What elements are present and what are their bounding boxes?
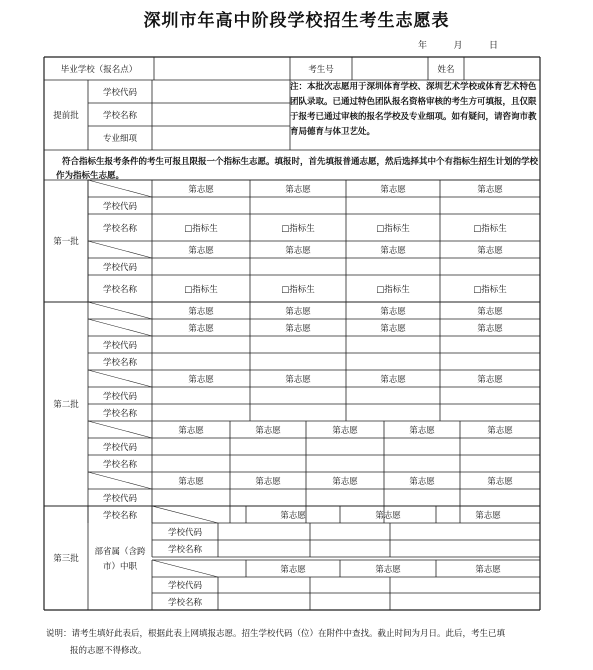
school-name-label: 学校名称 [102, 510, 137, 521]
school-label: 毕业学校（报名点） [60, 64, 138, 75]
footer-note [46, 626, 546, 660]
choice-header: 第志愿 [255, 476, 281, 487]
grid-line [88, 319, 152, 336]
batch2-label: 第二批 [53, 400, 79, 410]
school-code-label: 学校代码 [102, 391, 137, 402]
choice-header: 第志愿 [477, 323, 503, 334]
school-code-label: 学校代码 [167, 581, 202, 591]
choice-header: 第志愿 [380, 245, 406, 256]
date-month: 月 [453, 41, 463, 51]
choice-header: 第志愿 [477, 374, 503, 385]
grid-line [88, 302, 152, 319]
early-note: 注：本批次志愿用于深圳体育学校、深圳艺术学校或体育艺术特色团队录取。已通过特色团队报名资格审核的考生方可填报，且仅限于报考已通过审核的报名学校及专业细项。如有疑问，请咨询市教育局德育与体卫艺处。 [290, 82, 537, 137]
early-major-label: 专业细项 [102, 134, 137, 144]
choice-header: 第志愿 [409, 476, 435, 487]
batch1-label: 第一批 [53, 237, 79, 247]
page-title: 深圳市年高中阶段学校招生考生志愿表 [143, 11, 450, 31]
choice-header: 第志愿 [285, 245, 311, 256]
quota-checkbox: □指标生 [473, 284, 507, 295]
grid-line [88, 472, 152, 489]
exam-no-label: 考生号 [308, 64, 334, 75]
school-name-label: 学校名称 [167, 544, 202, 555]
quota-checkbox: □指标生 [184, 223, 218, 234]
quota-checkbox: □指标生 [281, 284, 315, 295]
name-label: 姓名 [437, 64, 455, 75]
school-name-label: 学校名称 [102, 459, 137, 470]
grid-line [88, 241, 152, 258]
quota-checkbox: □指标生 [184, 284, 218, 295]
early-code-label: 学校代码 [102, 87, 137, 98]
choice-header: 第志愿 [475, 564, 501, 575]
grid-line [152, 506, 218, 523]
quota-checkbox: □指标生 [376, 284, 410, 295]
date-year: 年 [418, 41, 428, 51]
batch3-label: 第三批 [53, 554, 79, 564]
quota-checkbox: □指标生 [473, 223, 507, 234]
choice-header: 第志愿 [380, 374, 406, 385]
school-name-label: 学校名称 [167, 597, 202, 608]
quota-checkbox: □指标生 [281, 223, 315, 234]
choice-header: 第志愿 [332, 476, 358, 487]
choice-header: 第志愿 [280, 564, 306, 575]
choice-header: 第志愿 [188, 306, 214, 317]
choice-header: 第志愿 [477, 245, 503, 256]
choice-header: 第志愿 [285, 374, 311, 385]
choice-header: 第志愿 [487, 425, 513, 436]
choice-header: 第志愿 [178, 476, 204, 487]
choice-header: 第志愿 [380, 184, 406, 195]
school-code-label: 学校代码 [167, 527, 202, 538]
choice-header: 第志愿 [285, 323, 311, 334]
school-code-label: 学校代码 [102, 442, 137, 453]
choice-header: 第志愿 [188, 323, 214, 334]
grid-line [88, 421, 152, 438]
choice-header: 第志愿 [409, 425, 435, 436]
grid-line [152, 560, 218, 577]
school-code-label: 学校代码 [102, 201, 137, 212]
school-name-label: 学校名称 [102, 408, 137, 419]
choice-header: 第志愿 [375, 564, 401, 575]
footer-line1: 说明：请考生填好此表后，根据此表上网填报志愿。招生学校代码（位）在附件中查找。截止时间为月日。此后，考生已填 [46, 629, 506, 639]
choice-header: 第志愿 [332, 425, 358, 436]
intro-text: 符合指标生报考条件的考生可报且限报一个指标生志愿。填报时，首先填报普通志愿，然后选择其中个有指标生招生计划的学校作为指标生志愿。 [56, 157, 539, 181]
choice-header: 第志愿 [477, 306, 503, 317]
early-name-label: 学校名称 [102, 110, 137, 121]
choice-header: 第志愿 [477, 184, 503, 195]
school-name-label: 学校名称 [102, 284, 137, 295]
choice-header: 第志愿 [280, 510, 306, 521]
school-name-label: 学校名称 [102, 223, 137, 234]
choice-header: 第志愿 [188, 245, 214, 256]
choice-header: 第志愿 [255, 425, 281, 436]
school-code-label: 学校代码 [102, 493, 137, 504]
quota-checkbox: □指标生 [376, 223, 410, 234]
choice-header: 第志愿 [475, 510, 501, 521]
choice-header: 第志愿 [285, 184, 311, 195]
batch3-sub-label: 部省属（含跨市）中职 [94, 547, 146, 572]
choice-header: 第志愿 [285, 306, 311, 317]
early-batch-label: 提前批 [53, 111, 79, 121]
date-day: 日 [488, 41, 498, 51]
choice-header: 第志愿 [188, 184, 214, 195]
choice-header: 第志愿 [380, 306, 406, 317]
choice-header: 第志愿 [487, 476, 513, 487]
choice-header: 第志愿 [188, 374, 214, 385]
school-code-label: 学校代码 [102, 340, 137, 351]
choice-header: 第志愿 [380, 323, 406, 334]
school-name-label: 学校名称 [102, 357, 137, 368]
choice-header: 第志愿 [178, 425, 204, 436]
grid-line [88, 370, 152, 387]
footer-line2: 报的志愿不得修改。 [70, 646, 147, 656]
school-code-label: 学校代码 [102, 262, 137, 273]
choice-header: 第志愿 [375, 510, 401, 521]
